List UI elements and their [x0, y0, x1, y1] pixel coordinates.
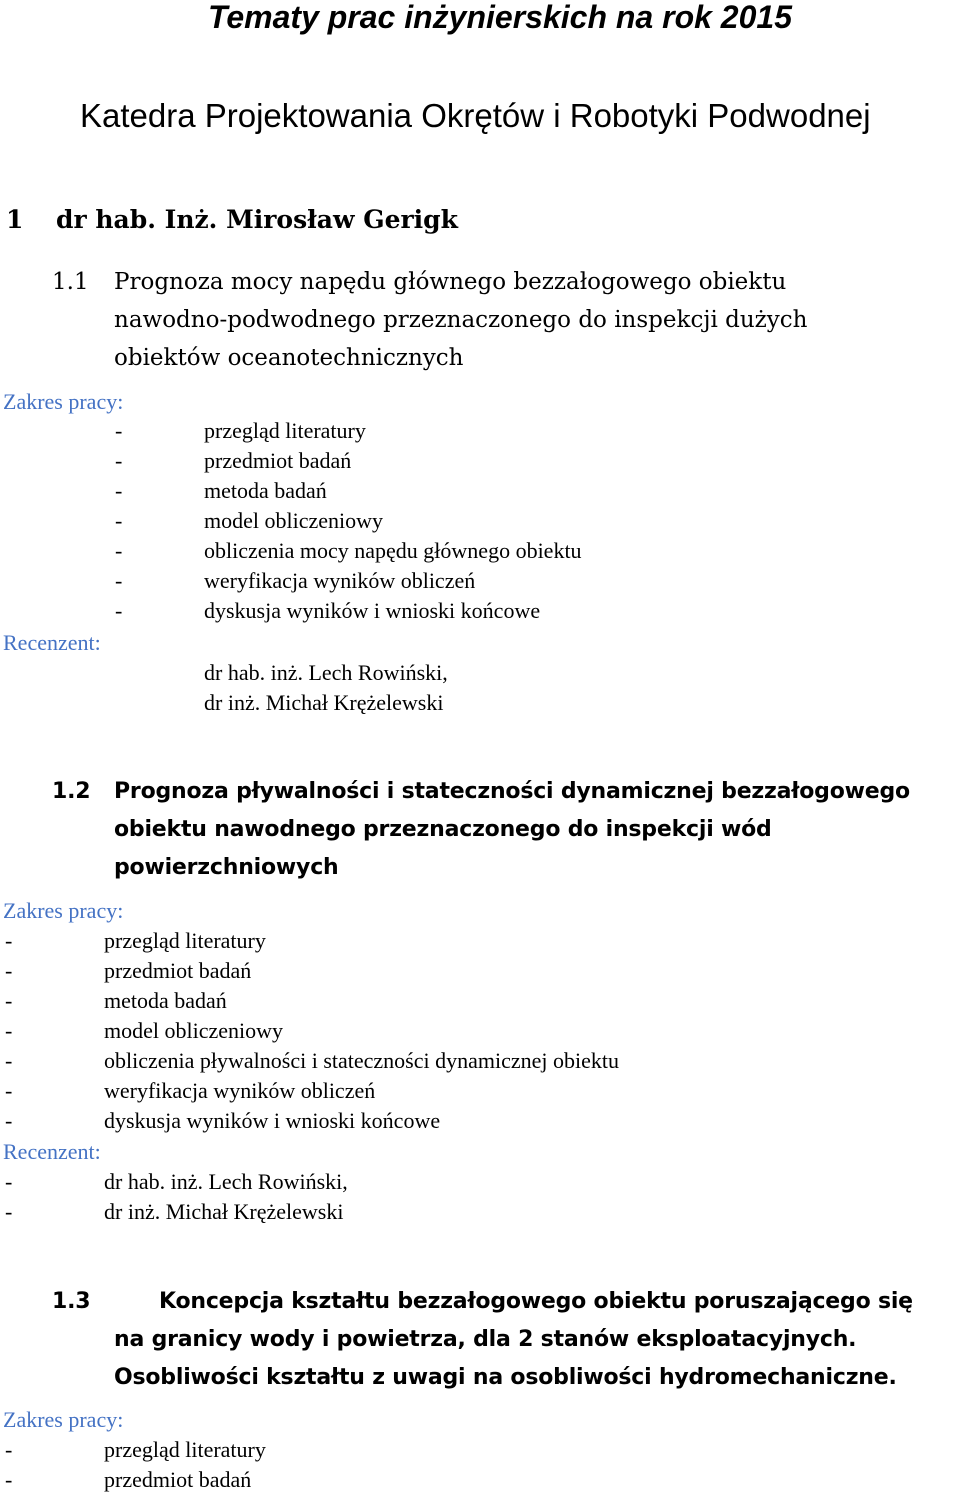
supervisor-name: dr hab. Inż. Mirosław Gerigk — [56, 205, 458, 234]
topic-1-title-line-3: obiektów oceanotechnicznych — [114, 345, 464, 371]
document-title: Tematy prac inżynierskich na rok 2015 — [208, 0, 792, 35]
topic-3-scope-label: Zakres pracy: — [3, 1407, 124, 1432]
topic-3-number: 1.3 — [52, 1289, 91, 1314]
supervisor-heading — [6, 204, 606, 238]
topic-3-title-line-1: Koncepcja kształtu bezzałogowego obiektu poruszającego się — [159, 1289, 913, 1314]
department-name: Katedra Projektowania Okrętów i Robotyki Podwodnej — [80, 97, 871, 134]
topic-2-number: 1.2 — [52, 779, 91, 804]
topic-2-scope-label: Zakres pracy: — [3, 898, 124, 923]
supervisor-number: 1 — [6, 205, 24, 234]
topic-2-title-line-3: powierzchniowych — [114, 855, 339, 880]
topic-2-reviewer-label: Recenzent: — [3, 1139, 101, 1164]
topic-2-title-line-1: Prognoza pływalności i stateczności dynamicznej bezzałogowego — [114, 779, 910, 804]
topic-3-title-line-3: Osobliwości kształtu z uwagi na osobliwości hydromechaniczne. — [114, 1365, 897, 1390]
topic-1-reviewer-2: dr inż. Michał Krężelewski — [204, 690, 444, 715]
topic-1-title-line-1: Prognoza mocy napędu głównego bezzałogowego obiektu — [114, 269, 787, 295]
topic-1-reviewer-1: dr hab. inż. Lech Rowiński, — [204, 660, 448, 685]
topic-3-title-line-2: na granicy wody i powietrza, dla 2 stanów eksploatacyjnych. — [114, 1327, 857, 1352]
topic-1-reviewer-label: Recenzent: — [3, 630, 101, 655]
topic-1-scope-label: Zakres pracy: — [3, 389, 124, 414]
topic-2-title-line-2: obiektu nawodnego przeznaczonego do inspekcji wód — [114, 817, 772, 842]
topic-1-title-line-2: nawodno-podwodnego przeznaczonego do inspekcji dużych — [114, 307, 808, 333]
topic-1-number: 1.1 — [52, 269, 89, 295]
